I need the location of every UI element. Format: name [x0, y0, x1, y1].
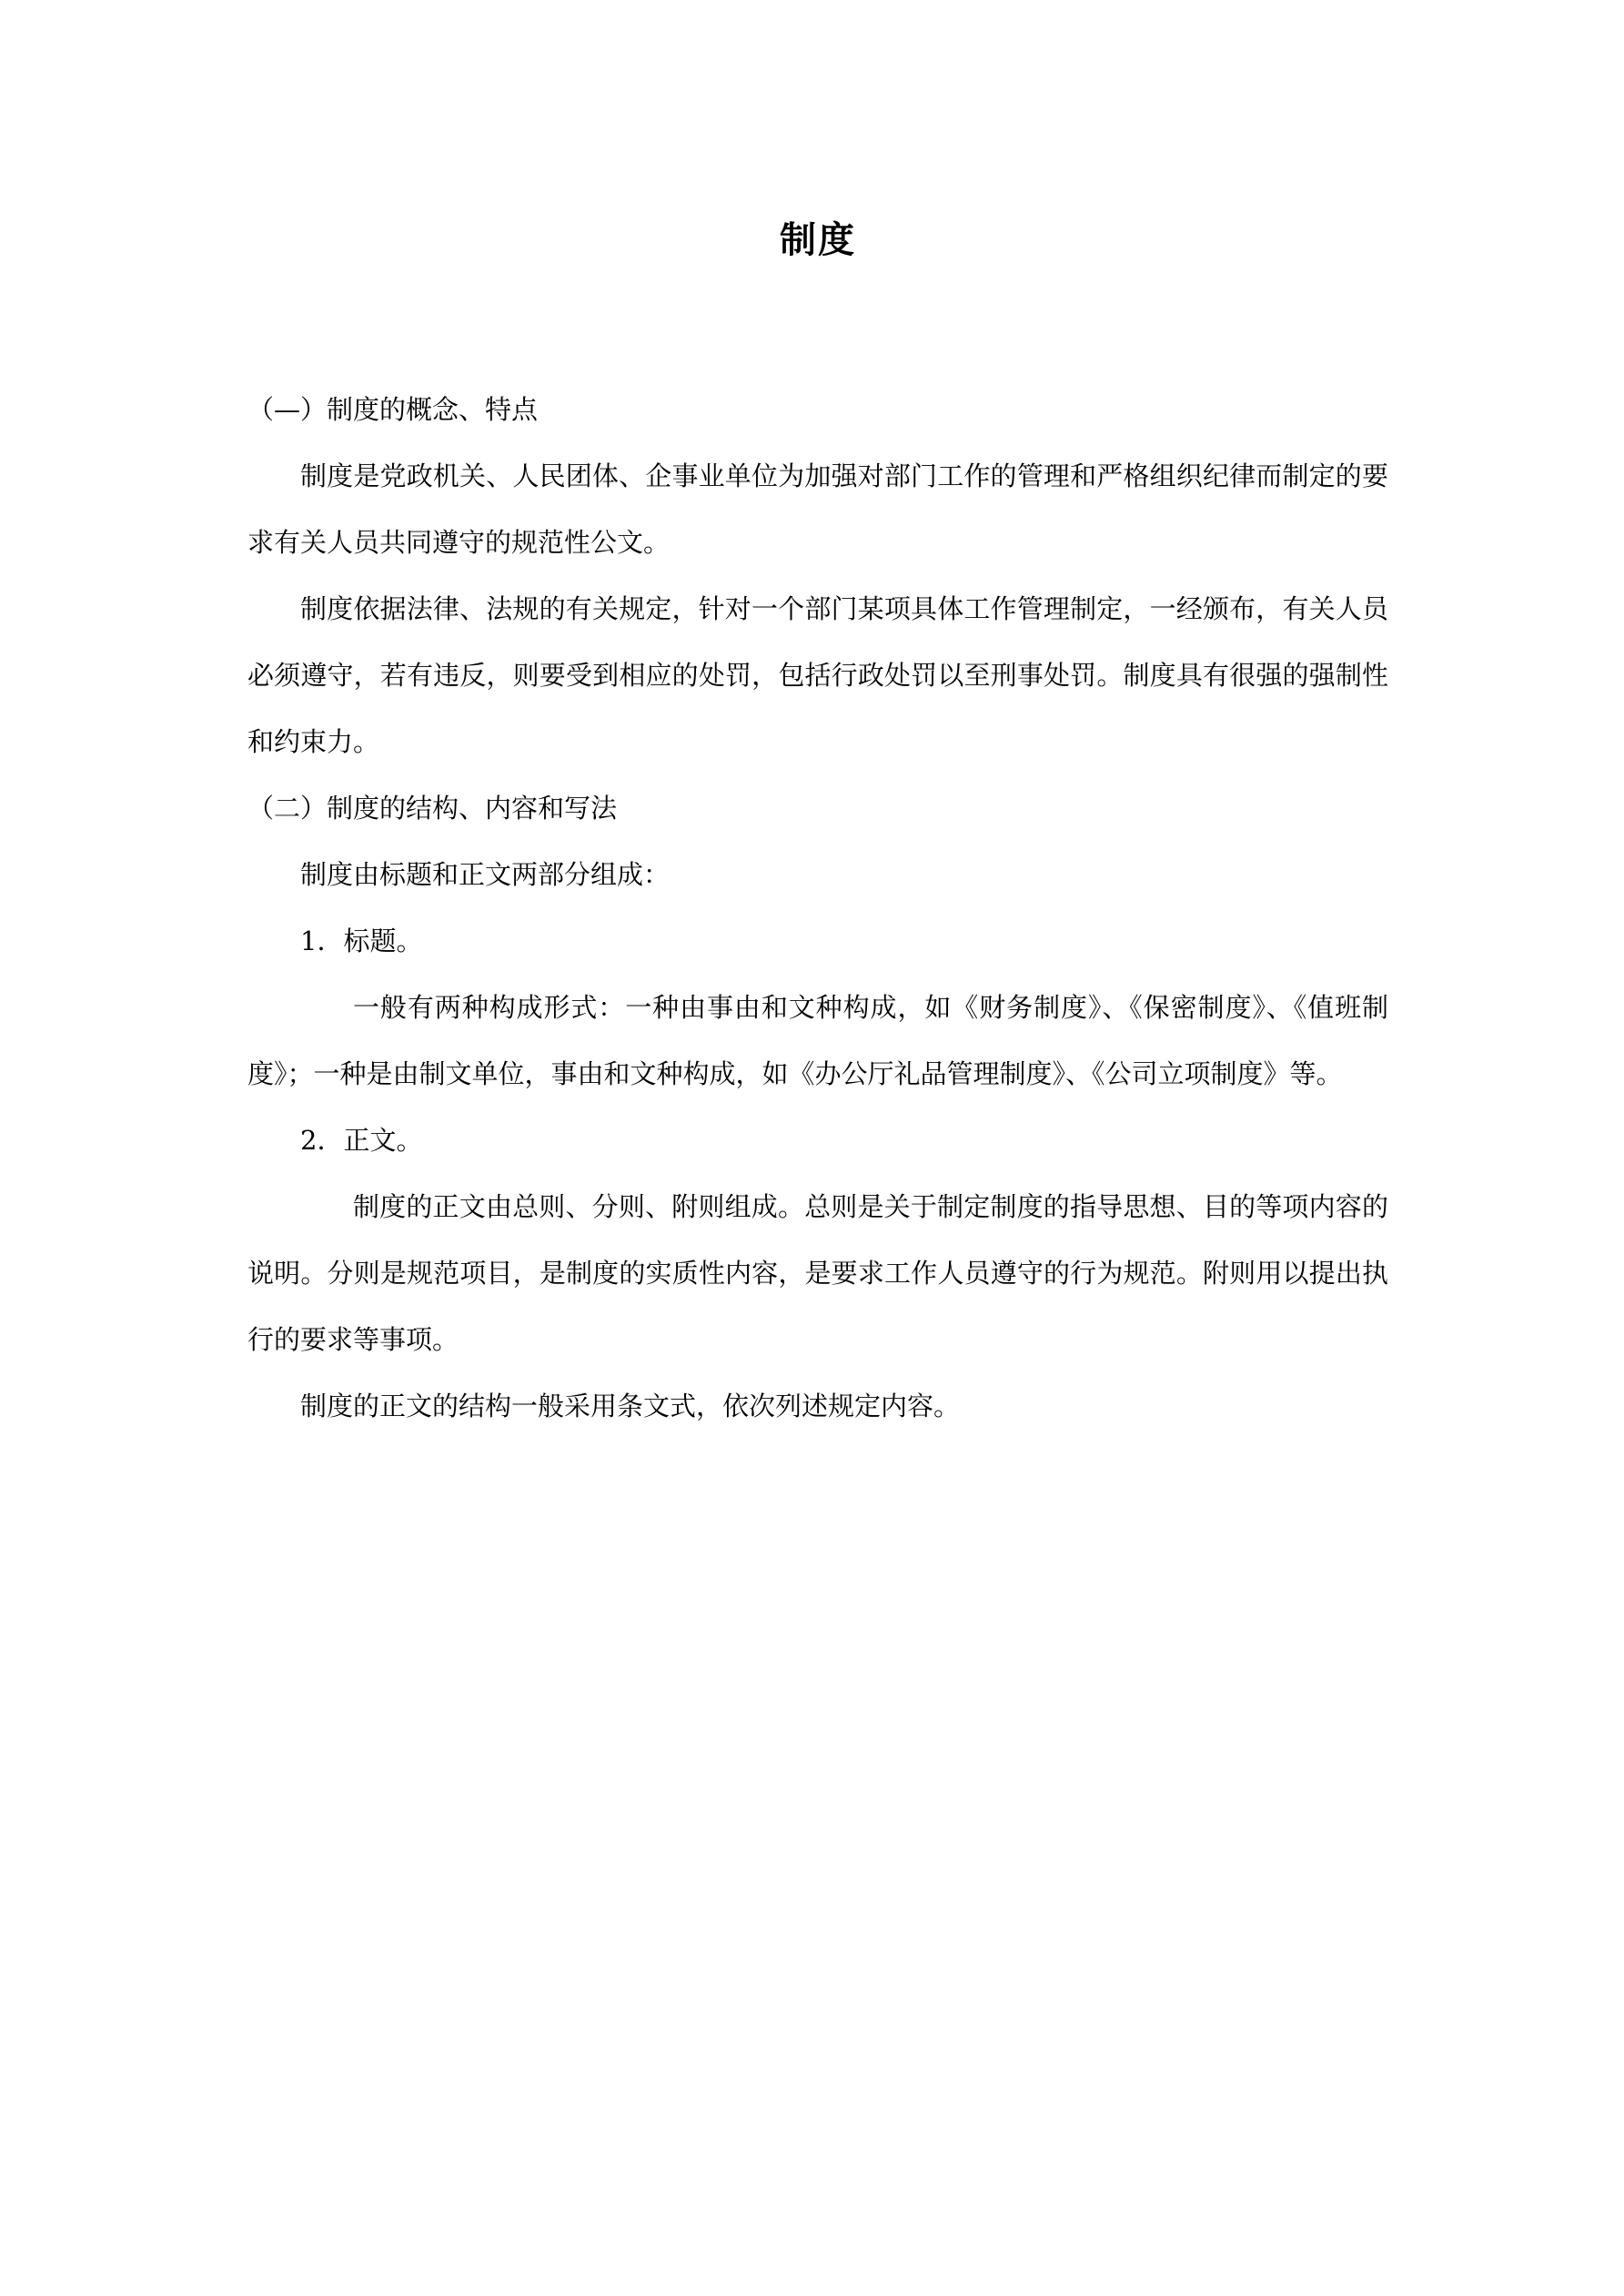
section-heading-structure: （二）制度的结构、内容和写法: [247, 793, 618, 824]
subheading-main-text: 2．正文。: [300, 1125, 423, 1156]
paragraph-definition: 制度是党政机关、人民团体、企事业单位为加强对部门工作的管理和严格组织纪律而制定的要求有关人员共同遵守的规范性公文。: [247, 460, 1388, 558]
paragraph-title-forms: 一般有两种构成形式：一种由事由和文种构成，如《财务制度》、《保密制度》、《值班制度》；一种是由制文单位，事由和文种构成，如《办公厅礼品管理制度》、《公司立项制度》等。: [247, 992, 1388, 1089]
paragraph-composition: 制度由标题和正文两部分组成：: [300, 859, 671, 890]
paragraph-main-text-parts: 制度的正文由总则、分则、附则组成。总则是关于制定制度的指导思想、目的等项内容的说明。分则是规范项目，是制度的实质性内容，是要求工作人员遵守的行为规范。附则用以提出执行的要求等事项。: [247, 1191, 1388, 1355]
document-page: [247, 0, 1388, 2296]
document-title: 制度: [780, 219, 856, 261]
document-body: [247, 377, 1388, 1440]
section-heading-concept: （—）制度的概念、特点: [247, 394, 539, 425]
paragraph-characteristics: 制度依据法律、法规的有关规定，针对一个部门某项具体工作管理制定，一经颁布，有关人员必须遵守，若有违反，则要受到相应的处罚，包括行政处罚以至刑事处罚。制度具有很强的强制性和约束力。: [247, 593, 1388, 757]
subheading-title: 1．标题。: [300, 925, 423, 956]
paragraph-main-text-format: 制度的正文的结构一般采用条文式，依次列述规定内容。: [300, 1391, 961, 1421]
